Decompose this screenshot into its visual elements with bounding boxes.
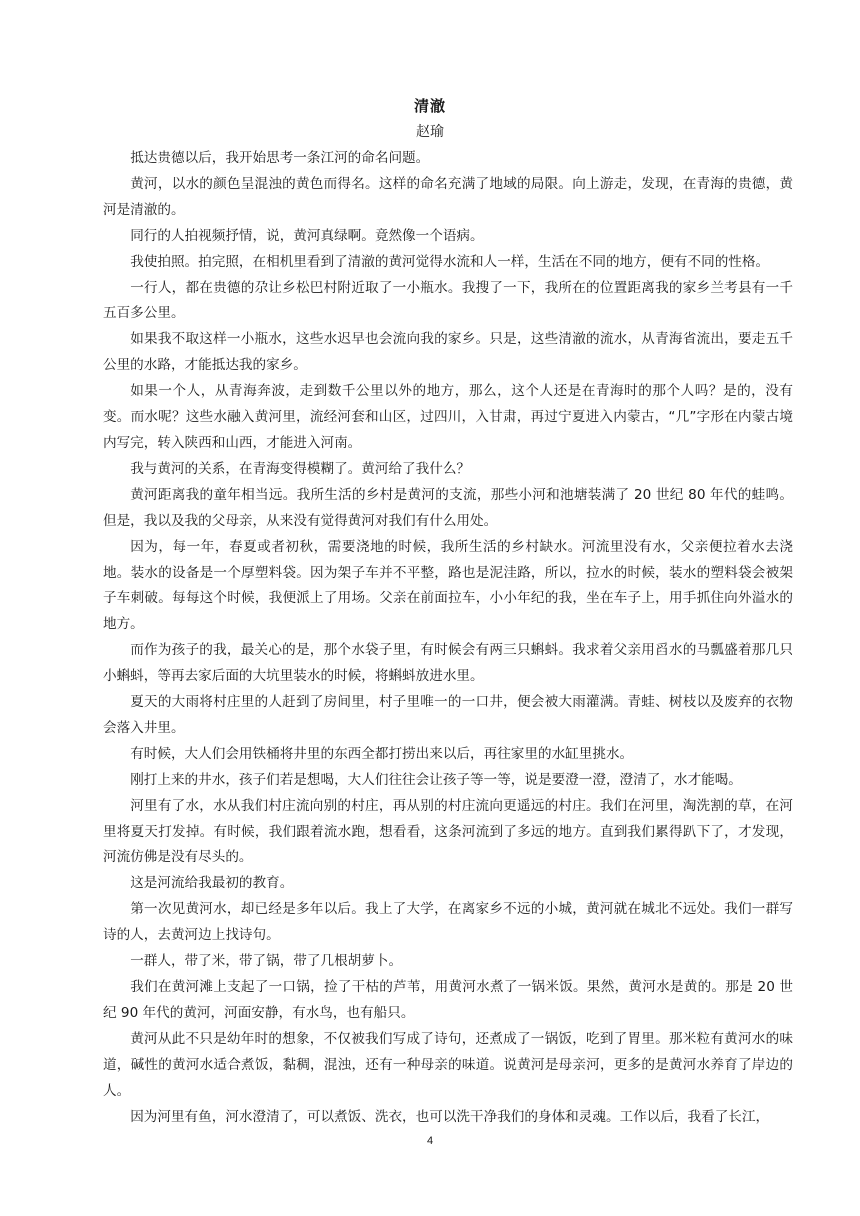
article-body (103, 146, 793, 1130)
article-title: 清澈 (413, 97, 446, 115)
paragraph: 这是河流给我最初的教育。 (130, 875, 294, 892)
page-number: 4 (426, 1135, 434, 1147)
paragraph: 同行的人拍视频抒情，说，黄河真绿啊。竟然像一个语病。 (130, 227, 484, 244)
paragraph: 河里有了水，水从我们村庄流向别的村庄，再从别的村庄流向更遥远的村庄。我们在河里，淘洗割的草，在河里将夏天打发掉。有时候，我们跟着流水跑，想看看，这条河流到了多远的地方。直到我们累得趴下了，才发现，河流仿佛是没有尽头的。 (103, 797, 793, 866)
paragraph: 如果我不取这样一小瓶水，这些水迟早也会流向我的家乡。只是，这些清澈的流水，从青海省流出，要走五千公里的水路，才能抵达我的家乡。 (103, 331, 793, 374)
paragraph: 我们在黄河滩上支起了一口锅，捡了干枯的芦苇，用黄河水煮了一锅米饭。果然，黄河水是黄的。那是 20 世纪 90 年代的黄河，河面安静，有水鸟，也有船只。 (103, 979, 793, 1021)
paragraph: 我使拍照。拍完照，在相机里看到了清澈的黄河觉得水流和人一样，生活在不同的地方，便有不同的性格。 (130, 253, 770, 270)
article-author: 赵瑜 (416, 124, 444, 140)
paragraph: 抵达贵德以后，我开始思考一条江河的命名问题。 (130, 150, 430, 166)
paragraph: 如果一个人，从青海奔波，走到数千公里以外的地方，那么，这个人还是在青海时的那个人吗？是的，没有变。而水呢？这些水融入黄河里，流经河套和山区，过四川，入甘肃，再过宁夏进入内蒙古，“几”字形在内蒙古境内写完，转入陕西和山西，才能进入河南。 (103, 383, 793, 451)
paragraph: 我与黄河的关系，在青海变得模糊了。黄河给了我什么？ (130, 460, 471, 477)
paragraph: 黄河从此不只是幼年时的想象，不仅被我们写成了诗句，还煮成了一锅饭，吃到了胃里。那米粒有黄河水的味道，碱性的黄河水适合煮饭，黏稠，混浊，还有一种母亲的味道。说黄河是母亲河，更多的是黄河水养育了岸边的人。 (103, 1030, 793, 1099)
paragraph: 黄河，以水的颜色呈混浊的黄色而得名。这样的命名充满了地域的局限。向上游走，发现，在青海的贵德，黄河是清澈的。 (103, 175, 793, 218)
paragraph: 第一次见黄河水，却已经是多年以后。我上了大学，在离家乡不远的小城，黄河就在城北不远处。我们一群写诗的人，去黄河边上找诗句。 (103, 901, 793, 944)
paragraph: 一群人，带了米，带了锅，带了几根胡萝卜。 (130, 953, 403, 970)
paragraph: 刚打上来的井水，孩子们若是想喝，大人们往往会让孩子等一等，说是要澄一澄，澄清了，水才能喝。 (130, 771, 742, 788)
paragraph: 因为河里有鱼，河水澄清了，可以煮饭、洗衣，也可以洗干净我们的身体和灵魂。工作以后，我看了长江， (130, 1108, 770, 1125)
paragraph: 而作为孩子的我，最关心的是，那个水袋子里，有时候会有两三只蝌蚪。我求着父亲用舀水的马瓢盛着那几只小蝌蚪，等再去家后面的大坑里装水的时候，将蝌蚪放进水里。 (103, 642, 793, 685)
paragraph: 因为，每一年，春夏或者初秋，需要浇地的时候，我所生活的乡村缺水。河流里没有水，父亲便拉着水去浇地。装水的设备是一个厚塑料袋。因为架子车并不平整，路也是泥洼路，所以，拉水的时候，装水的塑料袋会被架子车刺破。每每这个时候，我便派上了用场。父亲在前面拉车，小小年纪的我，坐在车子上，用手抓住向外溢水的地方。 (103, 538, 793, 633)
paragraph: 夏天的大雨将村庄里的人赶到了房间里，村子里唯一的一口井，便会被大雨灌满。青蛙、树枝以及废弃的衣物会落入井里。 (103, 694, 793, 736)
paragraph: 有时候，大人们会用铁桶将井里的东西全都打捞出来以后，再往家里的水缸里挑水。 (130, 745, 634, 762)
paragraph: 一行人，都在贵德的尕让乡松巴村附近取了一小瓶水。我搜了一下，我所在的位置距离我的家乡兰考县有一千五百多公里。 (103, 279, 793, 322)
paragraph: 黄河距离我的童年相当远。我所生活的乡村是黄河的支流，那些小河和池塘装满了 20 世纪 80 年代的蛙鸣。但是，我以及我的父母亲，从来没有觉得黄河对我们有什么用处。 (103, 486, 793, 529)
